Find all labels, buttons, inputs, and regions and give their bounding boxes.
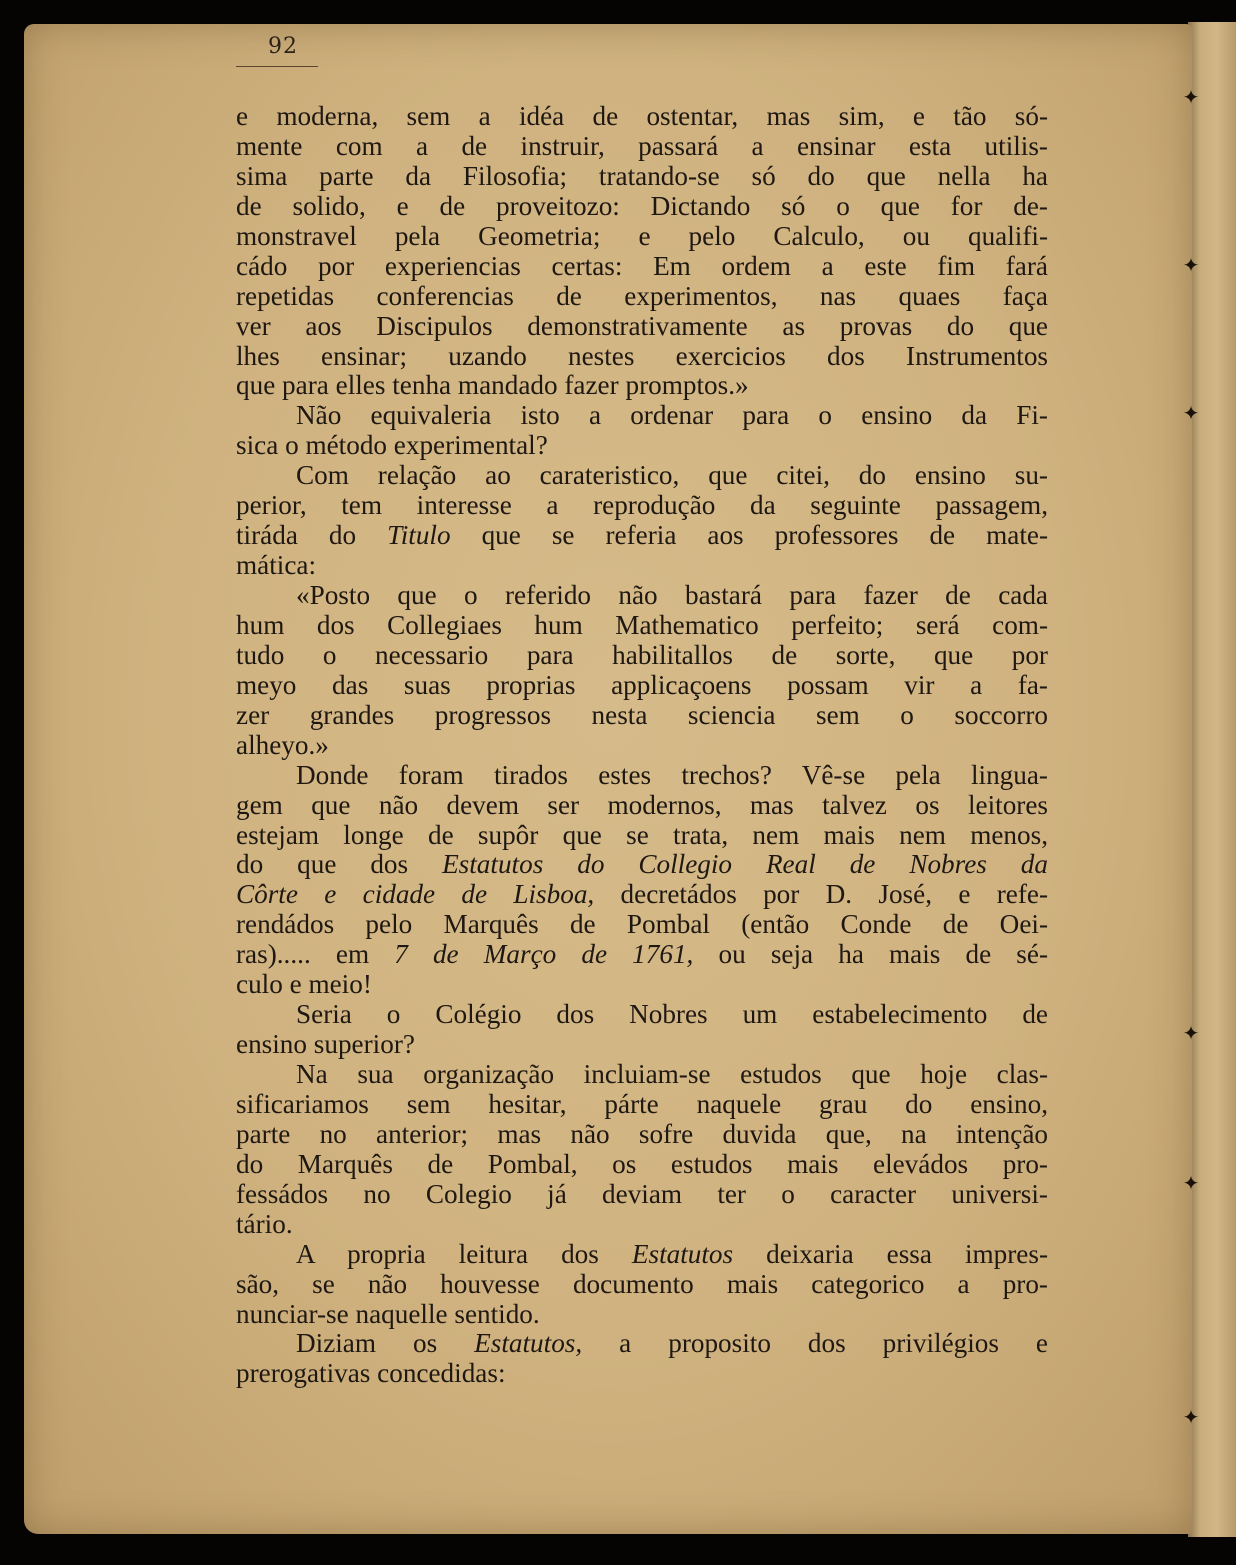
text-line: de solido, e de proveitozo: Dictando só o que for de- <box>236 190 1048 221</box>
text-line <box>236 521 1048 551</box>
text-line: sica o método experimental? <box>236 430 548 461</box>
text-line <box>236 1240 1048 1270</box>
binding-stitch-icon: ✦ <box>1182 401 1200 425</box>
text-line: Seria o Colégio dos Nobres um estabelecimento de <box>296 999 1048 1030</box>
text-line <box>236 880 1048 910</box>
binding-stitch-icon: ✦ <box>1182 85 1200 109</box>
text-line: ver aos Discipulos demonstrativamente as provas do que <box>236 310 1048 341</box>
text-line: prerogativas concedidas: <box>236 1358 506 1389</box>
text-line: meyo das suas proprias applicaçoens possam vir a fa- <box>236 669 1048 700</box>
text-line: alheyo.» <box>236 729 329 760</box>
italic-text: Côrte e cidade de Lisboa, <box>236 879 595 910</box>
italic-text: Estatutos <box>631 1238 734 1269</box>
text-run: decretádos por D. José, e refe- <box>594 879 1048 910</box>
text-line: fessádos no Colegio já deviam ter o caracter universi- <box>236 1178 1048 1209</box>
text-line: hum dos Collegiaes hum Mathematico perfeito; será com- <box>236 609 1048 640</box>
text-line: nunciar-se naquelle sentido. <box>236 1298 540 1329</box>
text-run: do que dos <box>236 849 443 880</box>
italic-text: 7 de Março de 1761, <box>394 939 694 970</box>
text-line: «Posto que o referido não bastará para fazer de cada <box>296 580 1048 610</box>
text-line: Na sua organização incluiam-se estudos que hoje clas- <box>296 1059 1048 1089</box>
text-line: tário. <box>236 1208 293 1239</box>
binding-stitch-icon: ✦ <box>1182 253 1200 277</box>
text-run: A propria leitura dos <box>296 1238 632 1269</box>
text-line: estejam longe de supôr que se trata, nem mais nem menos, <box>236 819 1048 850</box>
text-run: Diziam os <box>296 1328 475 1359</box>
text-line: são, se não houvesse documento mais categorico a pro- <box>236 1268 1048 1299</box>
text-line: perior, tem interesse a reprodução da seguinte passagem, <box>236 490 1048 521</box>
text-line: sificariamos sem hesitar, párte naquele grau do ensino, <box>236 1088 1048 1119</box>
text-line: Com relação ao carateristico, que citei, do ensino su- <box>296 460 1048 491</box>
text-line: e moderna, sem a idéa de ostentar, mas sim, e tão só- <box>236 101 1048 131</box>
text-run: deixaria essa impres- <box>733 1238 1048 1269</box>
text-run: a proposito dos privilégios e <box>582 1328 1049 1359</box>
text-line: do Marquês de Pombal, os estudos mais elevádos pro- <box>236 1148 1048 1179</box>
text-line: Não equivaleria isto a ordenar para o ensino da Fi- <box>296 400 1048 431</box>
text-line <box>236 1329 1048 1359</box>
text-line: mente com a de instruir, passará a ensinar esta utilis- <box>236 130 1048 161</box>
text-line: mática: <box>236 550 317 581</box>
italic-text: Titulo <box>387 520 451 551</box>
text-line: zer grandes progressos nesta sciencia sem o soccorro <box>236 699 1048 730</box>
text-line: sima parte da Filosofia; tratando-se só do que nella ha <box>236 160 1048 191</box>
text-line <box>236 850 1048 880</box>
adjacent-page-edge <box>1188 22 1236 1537</box>
text-line: rendádos pelo Marquês de Pombal (então Conde de Oei- <box>236 909 1048 940</box>
italic-text: Estatutos, <box>474 1328 583 1359</box>
binding-stitch-icon: ✦ <box>1182 1171 1200 1195</box>
text-line: cádo por experiencias certas: Em ordem a este fim fará <box>236 250 1048 281</box>
text-line: ensino superior? <box>236 1029 415 1060</box>
text-line: lhes ensinar; uzando nestes exercicios dos Instrumentos <box>236 340 1048 371</box>
text-run: ou seja ha mais de sé- <box>693 939 1048 970</box>
text-run: ras)..... em <box>236 939 395 970</box>
text-line: culo e meio! <box>236 969 372 1000</box>
italic-text: Estatutos do Collegio Real de Nobres da <box>442 849 1048 880</box>
text-line: repetidas conferencias de experimentos, nas quaes faça <box>236 280 1048 311</box>
text-line: tudo o necessario para habilitallos de sorte, que por <box>236 639 1048 670</box>
text-line: Donde foram tirados estes trechos? Vê-se pela lingua- <box>296 759 1048 790</box>
page-number: 92 <box>268 34 298 59</box>
text-line <box>236 940 1048 970</box>
text-run: tiráda do <box>236 520 388 551</box>
text-line: parte no anterior; mas não sofre duvida que, na intenção <box>236 1118 1048 1149</box>
binding-stitch-icon: ✦ <box>1182 1021 1200 1045</box>
page-number-rule <box>236 66 318 67</box>
text-line: gem que não devem ser modernos, mas talvez os leitores <box>236 789 1048 820</box>
text-line: que para elles tenha mandado fazer promptos.» <box>236 370 749 401</box>
text-run: que se referia aos professores de mate- <box>450 520 1049 551</box>
text-line: monstravel pela Geometria; e pelo Calculo, ou qualifi- <box>236 220 1048 251</box>
body-text <box>236 102 1048 1389</box>
binding-stitch-icon: ✦ <box>1182 1405 1200 1429</box>
